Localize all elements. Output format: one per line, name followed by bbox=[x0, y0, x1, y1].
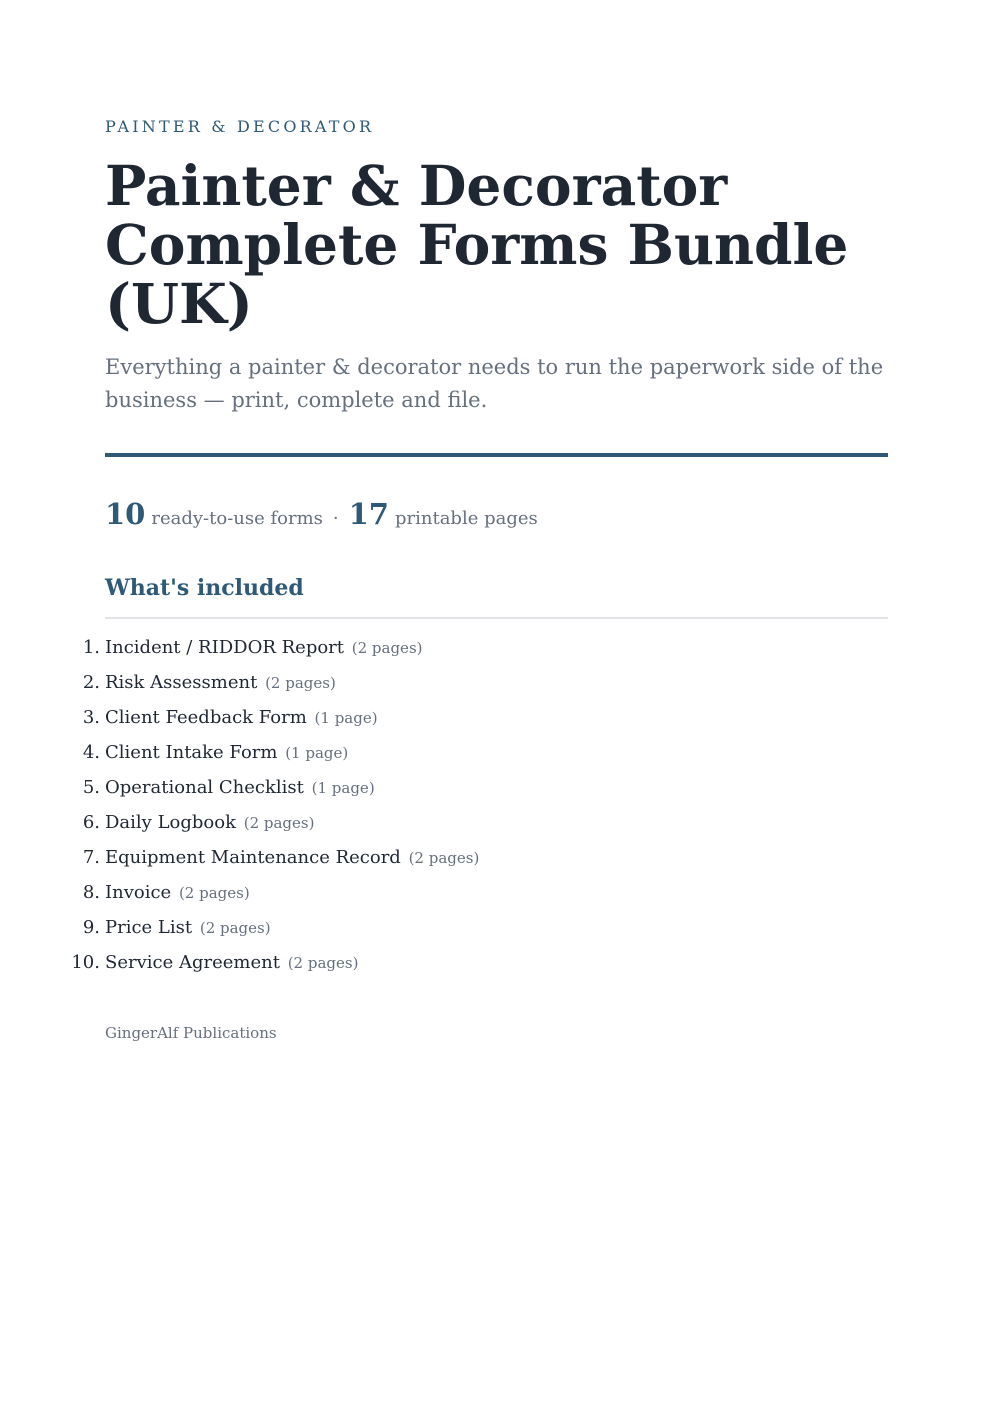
list-item bbox=[82, 665, 479, 700]
list-item-name: Client Intake Form bbox=[105, 742, 278, 763]
list-item-number: 3. bbox=[82, 707, 100, 728]
publisher-footer: GingerAlf Publications bbox=[105, 1024, 277, 1042]
list-item-pages: (1 page) bbox=[314, 709, 378, 727]
list-item-name: Equipment Maintenance Record bbox=[105, 847, 401, 868]
list-item-number: 4. bbox=[82, 742, 100, 763]
forms-count-label: ready-to-use forms bbox=[151, 508, 323, 529]
list-item-name: Operational Checklist bbox=[105, 777, 304, 798]
list-item-name: Incident / RIDDOR Report bbox=[105, 637, 345, 658]
list-item-number: 10. bbox=[71, 952, 100, 973]
list-item-name: Price List bbox=[105, 917, 193, 938]
list-item-name: Daily Logbook bbox=[105, 812, 236, 833]
pages-count-label: printable pages bbox=[394, 508, 538, 529]
pages-count: 17 bbox=[348, 497, 389, 531]
list-item-number: 1. bbox=[82, 637, 100, 658]
list-item-pages: (1 page) bbox=[285, 744, 349, 762]
list-item-name: Service Agreement bbox=[105, 952, 280, 973]
header-divider bbox=[105, 453, 888, 457]
list-item-pages: (2 pages) bbox=[351, 639, 423, 657]
list-item bbox=[71, 945, 479, 980]
list-item-pages: (2 pages) bbox=[199, 919, 271, 937]
list-item bbox=[82, 910, 479, 945]
list-item-pages: (1 page) bbox=[311, 779, 375, 797]
list-item bbox=[82, 840, 480, 875]
forms-list bbox=[71, 630, 480, 980]
list-item-name: Risk Assessment bbox=[105, 672, 258, 693]
list-item-number: 7. bbox=[82, 847, 100, 868]
list-item bbox=[82, 700, 479, 735]
bundle-stats bbox=[105, 497, 538, 531]
list-item-number: 5. bbox=[82, 777, 100, 798]
list-item-number: 2. bbox=[82, 672, 100, 693]
category-eyebrow: PAINTER & DECORATOR bbox=[105, 117, 375, 136]
list-item-pages: (2 pages) bbox=[408, 849, 480, 867]
list-item bbox=[82, 805, 479, 840]
list-item-pages: (2 pages) bbox=[287, 954, 359, 972]
list-item-number: 9. bbox=[82, 917, 100, 938]
section-title: What's included bbox=[105, 575, 304, 601]
list-item-pages: (2 pages) bbox=[265, 674, 336, 692]
list-item-number: 6. bbox=[82, 812, 100, 833]
list-item-pages: (2 pages) bbox=[243, 814, 315, 832]
section-divider bbox=[105, 617, 888, 619]
list-item bbox=[82, 770, 479, 805]
stats-separator: · bbox=[332, 508, 339, 529]
list-item-number: 8. bbox=[82, 882, 100, 903]
list-item-name: Invoice bbox=[105, 882, 172, 903]
list-item-name: Client Feedback Form bbox=[105, 707, 307, 728]
document-title: Painter & Decorator Complete Forms Bundle (UK) bbox=[105, 153, 849, 336]
list-item bbox=[82, 875, 479, 910]
list-item bbox=[82, 630, 479, 665]
document-subtitle: Everything a painter & decorator needs to run the paperwork side of the business — print, complete and file. bbox=[105, 355, 884, 412]
list-item bbox=[82, 735, 479, 770]
forms-count: 10 bbox=[105, 497, 146, 531]
list-item-pages: (2 pages) bbox=[178, 884, 250, 902]
